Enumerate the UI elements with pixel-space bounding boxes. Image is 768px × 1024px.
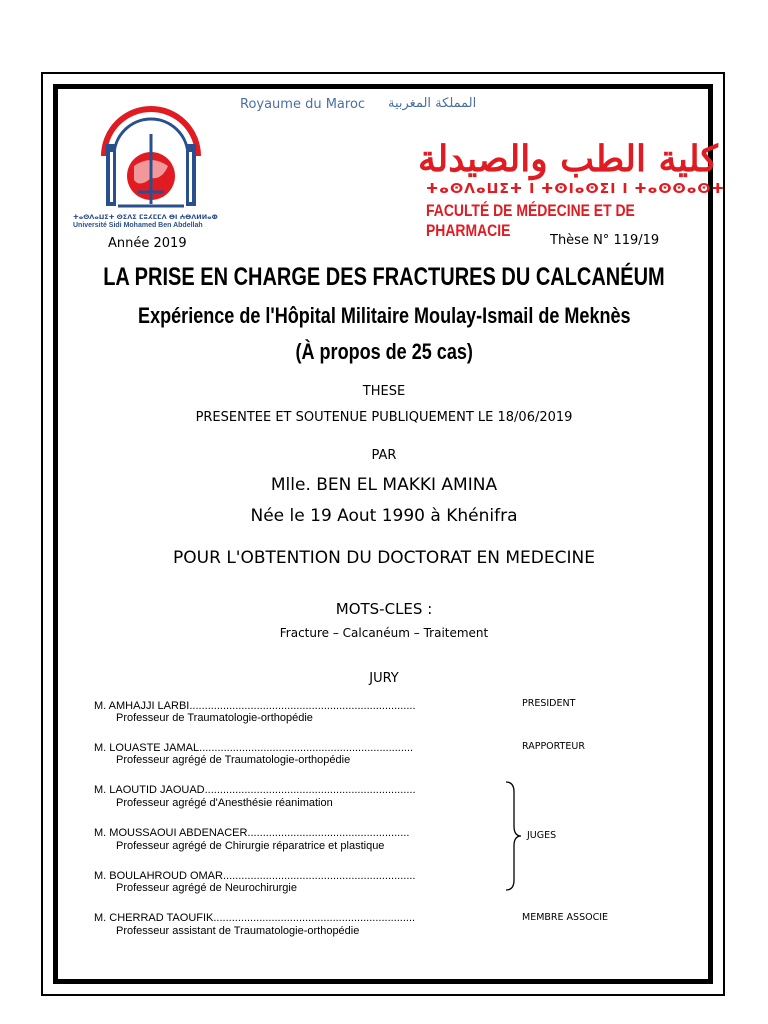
keywords: Fracture – Calcanéum – Traitement [279, 626, 489, 640]
university-tifinagh: ⵜⴰⵙⴷⴰⵡⵉⵜ ⵙⵉⴷⵉ ⵎⵓⵃⵎⵎⴷ ⴱⵏ ⵄⴱⴷⵍⵍⴰⵀ [73, 213, 218, 221]
candidate-birth: Née le 19 Aout 1990 à Khénifra [250, 506, 518, 526]
jury-member-title: Professeur assistant de Traumatologie-orthopédie [116, 925, 360, 937]
jury-label: JURY [369, 671, 399, 686]
thesis-subtitle-text: Expérience de l'Hôpital Militaire Moulay-Ismail de Meknès [137, 303, 631, 328]
thesis-subtitle [0, 303, 768, 329]
jury-member-name: M. AMHAJJI LARBI.......................................................................... [94, 700, 416, 712]
keywords-label: MOTS-CLES : [335, 600, 433, 618]
university-logo [92, 94, 210, 212]
jury-member-name: M. BOULAHROUD OMAR............................................................... [94, 870, 416, 882]
jury-role: JUGES [527, 830, 557, 841]
jury-member-title: Professeur agrégé de Chirurgie réparatrice et plastique [116, 840, 385, 852]
jury-member-title: Professeur agrégé de Traumatologie-orthopédie [116, 754, 351, 766]
jury-role: RAPPORTEUR [522, 741, 585, 752]
degree-line: POUR L'OBTENTION DU DOCTORAT EN MEDECINE [173, 548, 595, 568]
thesis-title [0, 262, 768, 292]
par-label: PAR [371, 448, 397, 463]
these-label: THESE [362, 384, 406, 399]
year-label: Année 2019 [108, 236, 187, 251]
jury-member-name: M. LOUASTE JAMAL...................................................................... [94, 742, 414, 754]
thesis-cases-text: (À propos de 25 cas) [295, 339, 473, 364]
candidate-name: Mlle. BEN EL MAKKI AMINA [270, 475, 498, 495]
these-number: Thèse N° 119/19 [550, 233, 660, 248]
presentee-line: PRESENTEE ET SOUTENUE PUBLIQUEMENT LE 18/06/2019 [195, 410, 573, 425]
thesis-title-text: LA PRISE EN CHARGE DES FRACTURES DU CALCANÉUM [103, 263, 665, 291]
jury-role: PRESIDENT [522, 698, 576, 709]
university-name: Université Sidi Mohamed Ben Abdellah [73, 222, 203, 229]
jury-member-name: M. MOUSSAOUI ABDENACER..................................................... [94, 827, 410, 839]
thesis-cases [0, 339, 768, 365]
jury-member-name: M. LAOUTID JAOUAD..................................................................... [94, 784, 416, 796]
jury-member-name: M. CHERRAD TAOUFIK.................................................................. [94, 912, 416, 924]
faculty-tifinagh: ⵜⴰⵙⴷⴰⵡⵉⵜ ⵏ ⵜⵙⵏⴰⵙⵉⵏ ⵏ ⵜⴰⵙⵙⴰⵙⵜ [426, 181, 725, 197]
jury-member-title: Professeur agrégé de Neurochirurgie [116, 882, 297, 894]
faculty-french: FACULTÉ DE MÉDECINE ET DE PHARMACIE [426, 201, 635, 240]
jury-member-title: Professeur de Traumatologie-orthopédie [116, 712, 313, 724]
royaume-arabic: المملكة المغربية [388, 96, 477, 111]
faculty-arabic: كلية الطب والصيدلة [418, 138, 718, 180]
juges-brace [504, 780, 524, 892]
jury-role: MEMBRE ASSOCIE [522, 912, 609, 923]
royaume-label: Royaume du Maroc [240, 97, 366, 112]
jury-member-title: Professeur agrégé d'Anesthésie réanimation [116, 797, 333, 809]
